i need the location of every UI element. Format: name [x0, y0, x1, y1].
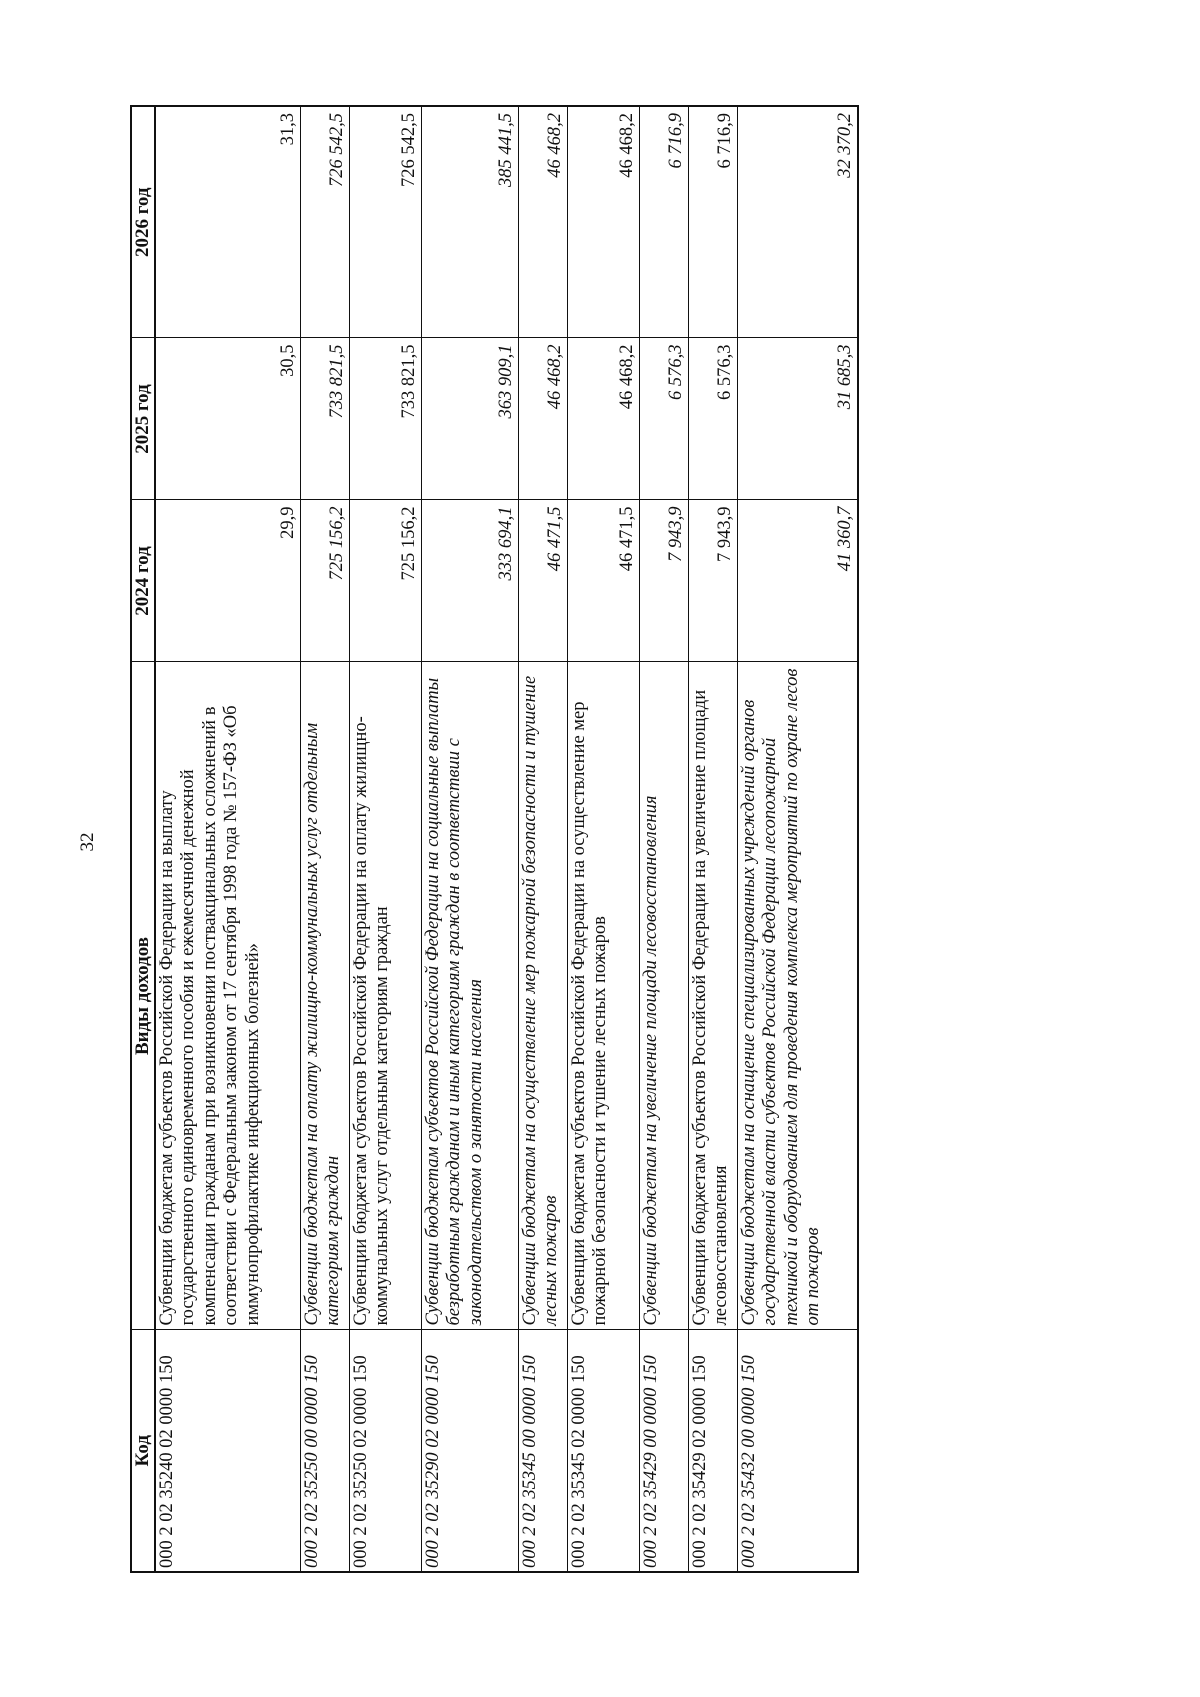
cell-description: Субвенции бюджетам на оплату жилищно-коммунальных услуг отдельным категориям граждан — [301, 662, 350, 1330]
cell-description: Субвенции бюджетам субъектов Российской Федерации на социальные выплаты безработным гражданам и иным категориям граждан в соответствии с законодательством о занятости населения — [422, 662, 519, 1330]
cell-description: Субвенции бюджетам на оснащение специализированных учреждений органов государственной власти субъектов Российской Федерации лесопожарной техникой и оборудованием для проведения комплекса мероприятий по охране лесов от пожаров — [738, 662, 859, 1330]
cell-code: 000 2 02 35429 00 0000 150 — [640, 1330, 689, 1572]
cell-2024: 46 471,5 — [568, 500, 640, 662]
table-row — [568, 106, 640, 1572]
header-year-2025: 2025 год — [131, 338, 155, 500]
cell-2026: 6 716,9 — [640, 106, 689, 338]
table-row — [422, 106, 519, 1572]
cell-code: 000 2 02 35290 02 0000 150 — [422, 1330, 519, 1572]
rotated-table-frame — [130, 107, 979, 1573]
cell-2024: 46 471,5 — [519, 500, 568, 662]
cell-code: 000 2 02 35345 02 0000 150 — [568, 1330, 640, 1572]
cell-2026: 726 542,5 — [350, 106, 422, 338]
table-header-row — [131, 106, 155, 1572]
table-row — [350, 106, 422, 1572]
cell-2026: 31,3 — [155, 106, 301, 338]
cell-2025: 6 576,3 — [640, 338, 689, 500]
cell-code: 000 2 02 35240 02 0000 150 — [155, 1330, 301, 1572]
cell-code: 000 2 02 35250 02 0000 150 — [350, 1330, 422, 1572]
cell-code: 000 2 02 35432 00 0000 150 — [738, 1330, 859, 1572]
cell-description: Субвенции бюджетам на осуществление мер пожарной безопасности и тушение лесных пожаров — [519, 662, 568, 1330]
table-container — [130, 107, 979, 1573]
table-row — [155, 106, 301, 1572]
table-row — [738, 106, 859, 1572]
cell-code: 000 2 02 35250 00 0000 150 — [301, 1330, 350, 1572]
revenue-table — [130, 105, 859, 1573]
cell-2024: 41 360,7 — [738, 500, 859, 662]
cell-2024: 725 156,2 — [301, 500, 350, 662]
header-code: Код — [131, 1330, 155, 1572]
header-year-2026: 2026 год — [131, 106, 155, 338]
cell-2026: 46 468,2 — [519, 106, 568, 338]
cell-description: Субвенции бюджетам субъектов Российской Федерации на увеличение площади лесовосстановления — [689, 662, 738, 1330]
cell-2025: 363 909,1 — [422, 338, 519, 500]
cell-2026: 32 370,2 — [738, 106, 859, 338]
table-row — [640, 106, 689, 1572]
cell-description: Субвенции бюджетам субъектов Российской Федерации на оплату жилищно-коммунальных услуг отдельным категориям граждан — [350, 662, 422, 1330]
cell-description: Субвенции бюджетам субъектов Российской Федерации на осуществление мер пожарной безопасности и тушение лесных пожаров — [568, 662, 640, 1330]
cell-2025: 31 685,3 — [738, 338, 859, 500]
header-description: Виды доходов — [131, 662, 155, 1330]
cell-2026: 6 716,9 — [689, 106, 738, 338]
cell-2024: 725 156,2 — [350, 500, 422, 662]
cell-description: Субвенции бюджетам субъектов Российской Федерации на выплату государственного единовременного пособия и ежемесячной денежной компенсации гражданам при возникновении поствакцинальных осложнений в соответствии с Федеральным законом от 17 сентября 1998 года № 157-ФЗ «Об иммунопрофилактике инфекционных болезней» — [155, 662, 301, 1330]
cell-2025: 30,5 — [155, 338, 301, 500]
cell-code: 000 2 02 35429 02 0000 150 — [689, 1330, 738, 1572]
cell-2025: 6 576,3 — [689, 338, 738, 500]
cell-description: Субвенции бюджетам на увеличение площади лесовосстановления — [640, 662, 689, 1330]
cell-2026: 46 468,2 — [568, 106, 640, 338]
cell-2024: 333 694,1 — [422, 500, 519, 662]
cell-2024: 29,9 — [155, 500, 301, 662]
cell-2024: 7 943,9 — [689, 500, 738, 662]
cell-2024: 7 943,9 — [640, 500, 689, 662]
table-row — [689, 106, 738, 1572]
cell-2025: 733 821,5 — [350, 338, 422, 500]
page-number: 32 — [77, 832, 98, 852]
cell-2025: 46 468,2 — [519, 338, 568, 500]
cell-2025: 733 821,5 — [301, 338, 350, 500]
header-year-2024: 2024 год — [131, 500, 155, 662]
cell-2026: 385 441,5 — [422, 106, 519, 338]
cell-2025: 46 468,2 — [568, 338, 640, 500]
cell-code: 000 2 02 35345 00 0000 150 — [519, 1330, 568, 1572]
table-row — [519, 106, 568, 1572]
cell-2026: 726 542,5 — [301, 106, 350, 338]
table-row — [301, 106, 350, 1572]
